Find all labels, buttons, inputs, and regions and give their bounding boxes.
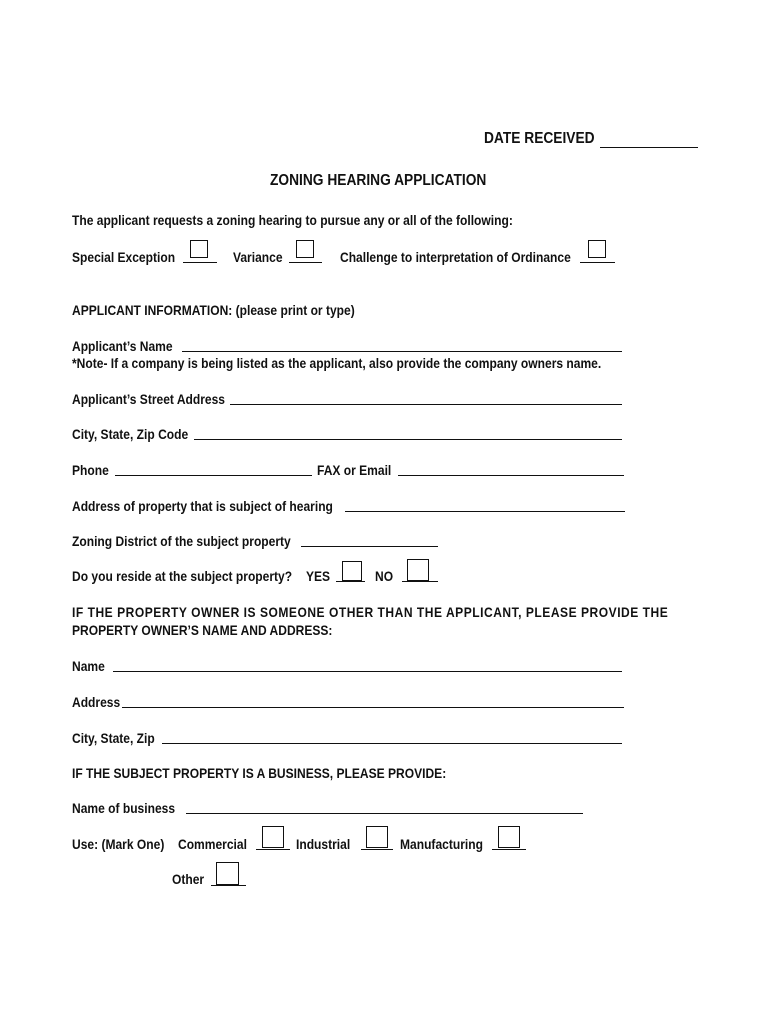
option-challenge-label: Challenge to interpretation of Ordinance [340, 249, 571, 265]
property-address-label: Address of property that is subject of hearing [72, 498, 333, 514]
business-name-label: Name of business [72, 800, 176, 816]
option-variance-label: Variance [233, 249, 283, 265]
challenge-checkbox[interactable] [588, 240, 606, 258]
industrial-checkbox[interactable] [366, 826, 388, 848]
challenge-underline [580, 262, 615, 263]
fax-email-field[interactable] [398, 475, 624, 476]
other-checkbox[interactable] [216, 862, 239, 885]
option-special-exception-label: Special Exception [72, 249, 176, 265]
variance-checkbox[interactable] [296, 240, 314, 258]
street-address-field[interactable] [230, 404, 622, 405]
use-commercial-label: Commercial [178, 836, 247, 852]
owner-name-label: Name [72, 658, 105, 674]
applicant-name-label: Applicant’s Name [72, 338, 173, 354]
business-name-field[interactable] [186, 813, 583, 814]
owner-address-field[interactable] [122, 707, 624, 708]
commercial-underline [256, 849, 290, 850]
form-title: ZONING HEARING APPLICATION [270, 172, 487, 189]
manufacturing-checkbox[interactable] [498, 826, 520, 848]
owner-section-title-line2: PROPERTY OWNER’S NAME AND ADDRESS: [72, 622, 333, 638]
industrial-underline [361, 849, 393, 850]
reside-no-underline [402, 581, 438, 582]
owner-city-field[interactable] [162, 743, 622, 744]
business-section-title: IF THE SUBJECT PROPERTY IS A BUSINESS, PLEASE PROVIDE: [72, 765, 447, 781]
property-address-field[interactable] [345, 511, 625, 512]
zoning-district-label: Zoning District of the subject property [72, 533, 291, 549]
use-manufacturing-label: Manufacturing [400, 836, 483, 852]
use-label: Use: (Mark One) [72, 836, 165, 852]
reside-yes-checkbox[interactable] [342, 561, 362, 581]
date-received-field[interactable] [600, 147, 698, 148]
intro-text: The applicant requests a zoning hearing to pursue any or all of the following: [72, 212, 513, 228]
other-underline [211, 885, 246, 886]
owner-city-label: City, State, Zip [72, 730, 155, 746]
reside-yes-underline [336, 581, 365, 582]
city-state-zip-label: City, State, Zip Code [72, 426, 189, 442]
applicant-name-field[interactable] [182, 351, 622, 352]
use-industrial-label: Industrial [296, 836, 351, 852]
city-state-zip-field[interactable] [194, 439, 622, 440]
commercial-checkbox[interactable] [262, 826, 284, 848]
manufacturing-underline [492, 849, 526, 850]
date-received-label: DATE RECEIVED [484, 130, 595, 147]
applicant-note: *Note- If a company is being listed as the applicant, also provide the company owners name. [72, 355, 602, 371]
zoning-district-field[interactable] [301, 546, 438, 547]
street-address-label: Applicant’s Street Address [72, 391, 225, 407]
phone-label: Phone [72, 462, 109, 478]
reside-no-checkbox[interactable] [407, 559, 429, 581]
special-exception-underline [183, 262, 217, 263]
owner-address-label: Address [72, 694, 121, 710]
use-other-label: Other [172, 871, 205, 887]
variance-underline [289, 262, 322, 263]
fax-email-label: FAX or Email [317, 462, 392, 478]
reside-yes-label: YES [306, 568, 331, 584]
owner-name-field[interactable] [113, 671, 622, 672]
reside-question: Do you reside at the subject property? [72, 568, 293, 584]
special-exception-checkbox[interactable] [190, 240, 208, 258]
owner-section-title-line1: IF THE PROPERTY OWNER IS SOMEONE OTHER THAN THE APPLICANT, PLEASE PROVIDE THE [72, 604, 669, 620]
phone-field[interactable] [115, 475, 312, 476]
applicant-section-title: APPLICANT INFORMATION: (please print or type) [72, 302, 355, 318]
reside-no-label: NO [375, 568, 394, 584]
